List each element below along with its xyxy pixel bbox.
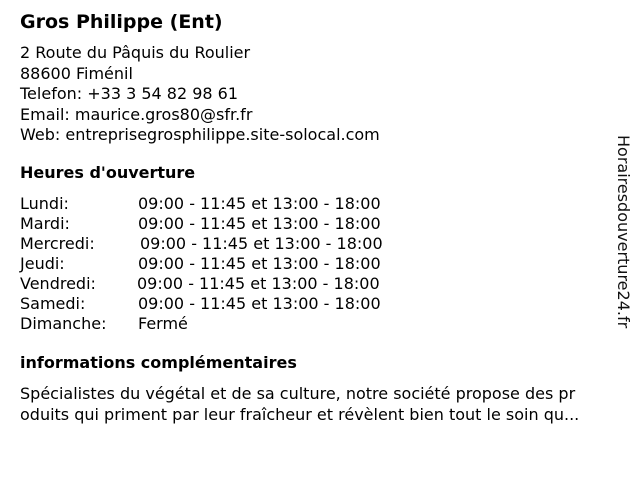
- hours-day: Mardi:: [20, 214, 70, 233]
- hours-time: 09:00 - 11:45 et 13:00 - 18:00: [138, 214, 381, 233]
- hours-time: 09:00 - 11:45 et 13:00 - 18:00: [138, 254, 381, 273]
- business-description: [20, 383, 632, 425]
- hours-time: 09:00 - 11:45 et 13:00 - 18:00: [137, 274, 380, 293]
- hours-day: Mercredi:: [20, 234, 95, 253]
- hours-day: Dimanche:: [20, 314, 107, 333]
- additional-info-heading: informations complémentaires: [20, 353, 297, 372]
- business-name: Gros Philippe (Ent): [20, 11, 223, 33]
- hours-day: Vendredi:: [20, 274, 96, 293]
- address-line-1: 2 Route du Pâquis du Roulier: [20, 43, 251, 62]
- description-line-1: Spécialistes du végétal et de sa culture, notre société propose des pr: [20, 384, 576, 403]
- hours-time: 09:00 - 11:45 et 13:00 - 18:00: [138, 194, 381, 213]
- hours-time: 09:00 - 11:45 et 13:00 - 18:00: [138, 294, 381, 313]
- website: Web: entreprisegrosphilippe.site-solocal.com: [20, 125, 380, 144]
- email-address: Email: maurice.gros80@sfr.fr: [20, 104, 253, 124]
- site-watermark: Horairesdouverture24.fr: [614, 135, 633, 329]
- hours-time: 09:00 - 11:45 et 13:00 - 18:00: [140, 234, 383, 253]
- contact-block: [20, 43, 380, 146]
- hours-day: Lundi:: [20, 194, 69, 213]
- description-line-2: oduits qui priment par leur fraîcheur et révèlent bien tout le soin qu...: [20, 405, 580, 424]
- hours-day: Jeudi:: [20, 254, 65, 273]
- opening-hours-heading: Heures d'ouverture: [20, 163, 196, 182]
- hours-time: Fermé: [138, 314, 188, 333]
- hours-day: Samedi:: [20, 294, 86, 313]
- address-line-2: 88600 Fiménil: [20, 63, 133, 83]
- phone-number: Telefon: +33 3 54 82 98 61: [20, 84, 239, 103]
